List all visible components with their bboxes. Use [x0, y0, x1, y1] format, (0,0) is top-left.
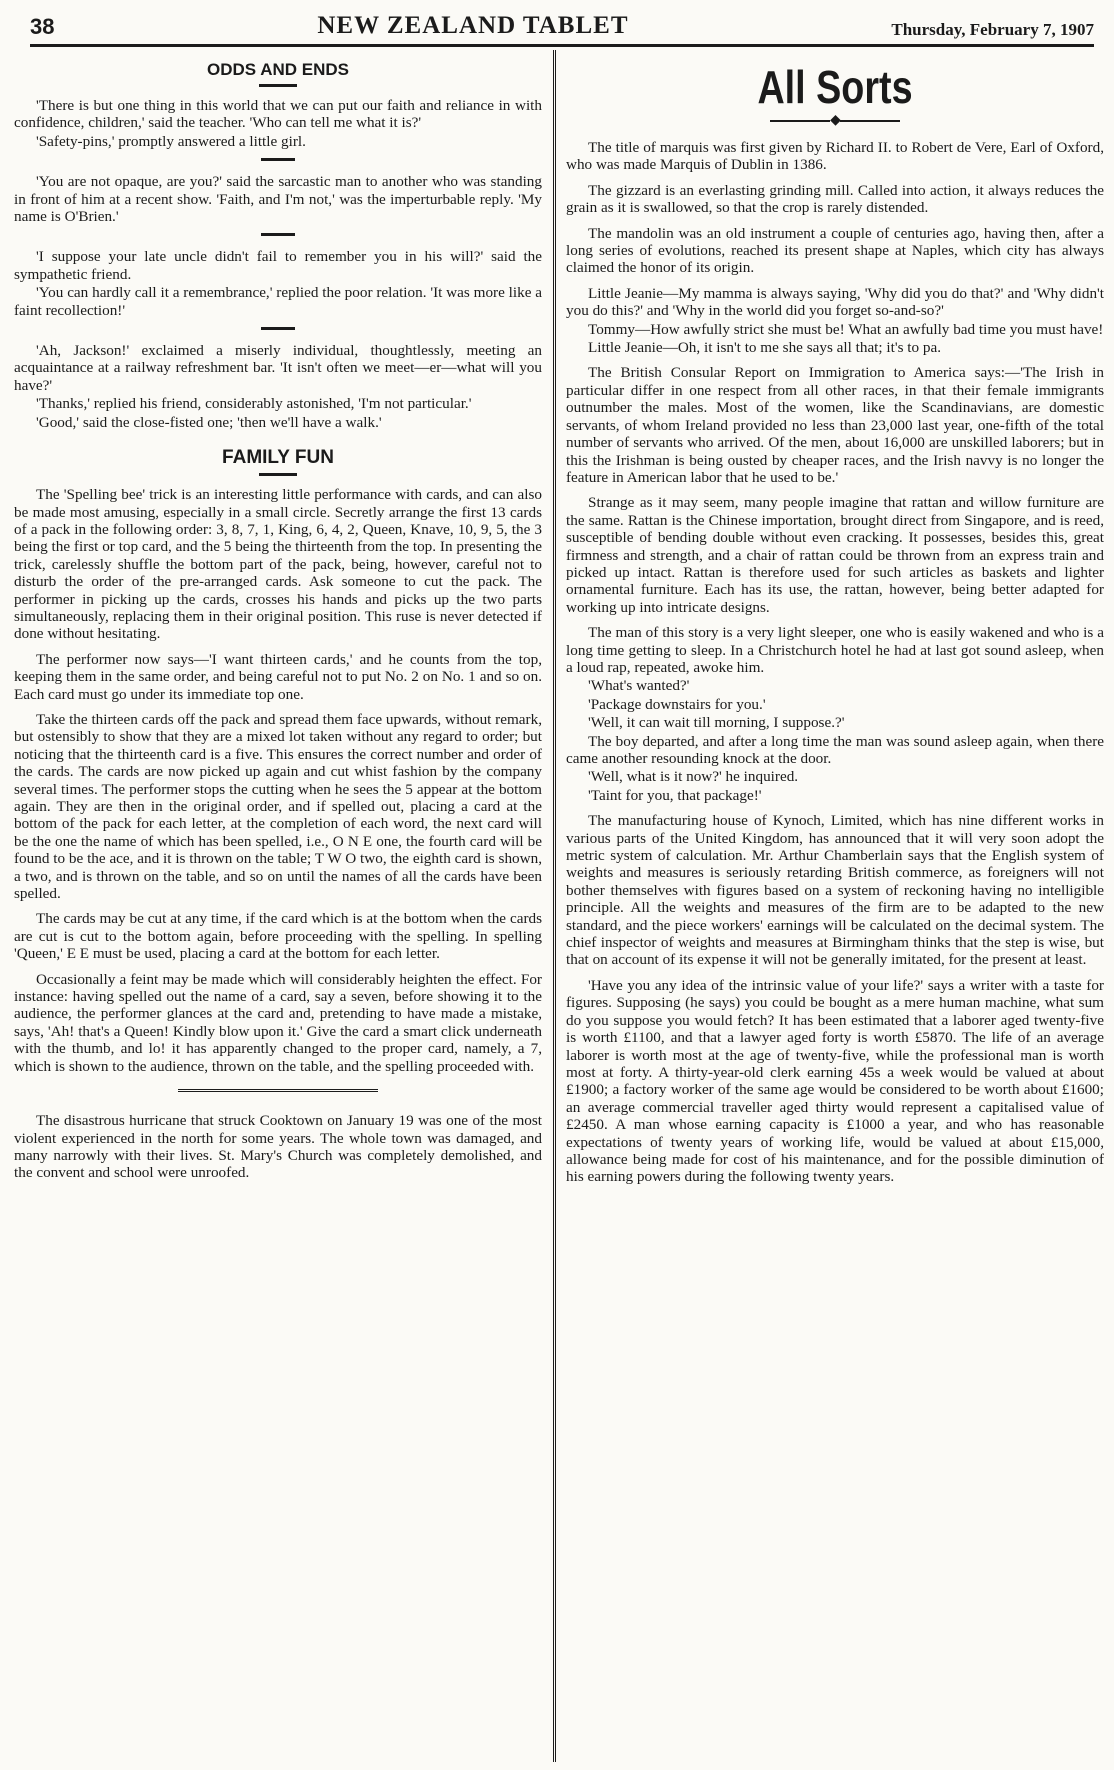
separator-rule	[261, 233, 295, 236]
paragraph: 'Have you any idea of the intrinsic value of your life?' says a writer with a taste for figures. Supposing (he says) you could be bought as a mere human machine, what sum do you suppose you would fetch? It has been estimated that a laborer aged twenty-five is worth £1100, and that a lawyer aged forty is worth £5870. The life of an average laborer is worth most at the age of twenty-five, while the professional man is worth most at forty. A thirty-year-old clerk earning 45s a week would be valued at about £1900; a factory worker of the same age would be considered to be worth about £1600; an average commercial traveller aged thirty would represent a capitalised value of £2450. A man whose earning capacity is £1000 a year, and who has reasonable expectations of twenty years of working life, would be valued at about £15,000, allowance being made for cost of his maintenance, and for the possible diminution of his earning powers during the following twenty years.	[566, 976, 1104, 1186]
paragraph: The man of this story is a very light sleeper, one who is easily wakened and who is a long time getting to sleep. In a Christchurch hotel he had at last got sound asleep, when a loud rap, repeated, awoke him.	[566, 624, 1104, 676]
paragraph: Tommy—How awfully strict she must be! What an awfully bad time you must have!	[588, 320, 1104, 338]
paragraph: 'Taint for you, that package!'	[588, 786, 762, 804]
paragraph: Take the thirteen cards off the pack and spread them face upwards, without remark, but ostensibly to show that they are a mixed lot taken without any regard to order; but noticing that the thirteenth card is a five. This ensures the correct number and order of the cards. The cards are now picked up again and cut whist fashion by the company several times. The performer stops the cutting when he sees the 5 appear at the bottom again. They are then in the original order, and if spelled out, placing a card at the bottom of the pack for each letter, at the completion of each word, the next card will be the one the name of which has been spelled, i.e., O N E one, the fourth card will be found to be the ace, and it is thrown on the table; T W O two, the eighth card is shown, a two, and is thrown on the table, and so on until the names of all the cards have been spelled.	[14, 710, 542, 903]
paragraph: 'Good,' said the close-fisted one; 'then we'll have a walk.'	[36, 413, 382, 431]
paragraph: The 'Spelling bee' trick is an interesting little performance with cards, and can also be made most amusing, especially in a small circle. Secretly arrange the first 13 cards of a pack in the following order: 3, 8, 7, 1, King, 6, 4, 2, Queen, Knave, 10, 9, 5, the 3 being the first or top card, and the 5 being the thirteenth from the top. In presenting the trick, carelessly shuffle the bottom part of the pack, being, however, careful not to disturb the order of the pre-arranged cards. Ask someone to cut the pack. The performer in picking up the cards, crosses his hands and picks up the two parts simultaneously, replacing them in their original position. This ruse is never detected if done without hesitating.	[14, 486, 542, 643]
paragraph: 'You are not opaque, are you?' said the sarcastic man to another who was standing in front of him at a recent show. 'Faith, and I'm not,' was the imperturbable reply. 'My name is O'Brien.'	[14, 173, 542, 226]
paragraph: 'There is but one thing in this world that we can put our faith and reliance in with confidence, children,' said the teacher. 'Who can tell me what it is?'	[14, 97, 542, 132]
paragraph: 'Thanks,' replied his friend, considerably astonished, 'I'm not particular.'	[36, 395, 472, 413]
joke-3	[14, 248, 542, 319]
paragraph: The boy departed, and after a long time the man was sound asleep again, when there came another resounding knock at the door.	[566, 732, 1104, 767]
section-rule	[259, 473, 297, 476]
left-column	[14, 54, 542, 1760]
page-number: 38	[30, 14, 55, 39]
right-column	[566, 54, 1104, 1760]
paragraph: The gizzard is an everlasting grinding mill. Called into action, it always reduces the grain as it is swallowed, so that the crop is rarely distended.	[566, 181, 1104, 217]
paragraph: The title of marquis was first given by Richard II. to Robert de Vere, Earl of Oxford, who was made Marquis of Dublin in 1386.	[566, 139, 1104, 174]
paragraph: 'Package downstairs for you.'	[588, 695, 766, 713]
paragraph: 'I suppose your late uncle didn't fail to remember you in his will?' said the sympathetic friend.	[14, 248, 542, 283]
joke-4	[14, 342, 542, 431]
masthead	[30, 6, 1094, 47]
odds-and-ends-heading: ODDS AND ENDS	[207, 60, 349, 79]
paragraph: Occasionally a feint may be made which will considerably heighten the effect. For instance: having spelled out the name of a card, say a seven, before showing it to the audience, the performer glances at the card and, pretending to have made a mistake, says, 'Ah! that's a Queen! Kindly blow upon it.' Give the card a smart click underneath with the thumb, and lo! it has apparently changed to the proper card, namely, a 7, which is shown to the audience, thrown on the table, and the spelling proceeded with.	[14, 970, 542, 1075]
paragraph: 'You can hardly call it a remembrance,' replied the poor relation. 'It was more like a faint recollection!'	[14, 284, 542, 319]
paragraph: The performer now says—'I want thirteen cards,' and he counts from the top, keeping them in the same order, and being careful not to put No. 2 on No. 1 and so on. Each card must go under its immediate top one.	[14, 650, 542, 703]
paragraph: The cards may be cut at any time, if the card which is at the bottom when the cards are cut is cut to the bottom again, before proceeding with the spelling. In spelling 'Queen,' E E must be used, placing a card at the bottom for each letter.	[14, 910, 542, 963]
ornament-rule: ◆	[566, 112, 1104, 129]
paragraph: The British Consular Report on Immigration to America says:—'The Irish in particular differ in one respect from all other races, in that their female immigrants outnumber the males. Most of the women, like the Scandinavians, are domestic servants, of whom Ireland provided no less than 23,000 last year, one-fifth of the total number of servants who arrived. Of the men, about 16,000 are unskilled laborers; but in this the Irishman is being ousted by cheaper races, and the Irish navvy is no longer the feature in American labor that he used to be.'	[566, 364, 1104, 486]
paragraph: The mandolin was an old instrument a couple of centuries ago, having then, after a long series of evolutions, reached its present shape at Naples, which city has always claimed the honor of its origin.	[566, 224, 1104, 277]
paragraph: The manufacturing house of Kynoch, Limited, which has nine different works in various parts of the United Kingdom, has announced that it will very soon adopt the metric system of calculation. Mr. Arthur Chamberlain says that the English system of weights and measures is seriously retarding British commerce, as foreigners will not bother themselves with figures based on a system of reckoning having no intelligible principle. All the weights and measures of the firm are to be adapted to the new standard, and the piece workers' earnings will be calculated on the decimal system. The chief inspector of weights and measures at Birmingham thinks that the step is wise, but that on account of its expense it will not be generally imitated, for the present at least.	[566, 812, 1104, 969]
all-sorts-heading: All Sorts	[757, 61, 913, 113]
paragraph: Strange as it may seem, many people imagine that rattan and willow furniture are the same. Rattan is the Chinese importation, brought direct from Singapore, and is reed, susceptible of bending double without even cracking. It possesses, besides this, great firmness and strength, and a chair of rattan could be thrown from an express train and picked up intact. Rattan is therefore used for such articles as baskets and lighter ornamental furniture. Each has its use, the rattan, however, being better adapted for working up into intricate designs.	[566, 494, 1104, 616]
section-rule	[259, 84, 297, 87]
family-fun-heading: FAMILY FUN	[222, 447, 334, 469]
hurricane-paragraph: The disastrous hurricane that struck Cooktown on January 19 was one of the most violent experienced in the north for some years. The whole town was damaged, and many narrowly with their lives. St. Mary's Church was completely demolished, and the convent and school were unroofed.	[14, 1112, 542, 1182]
paragraph: 'Safety-pins,' promptly answered a little girl.	[36, 132, 306, 150]
family-fun-article	[14, 486, 542, 1075]
joke-2	[14, 173, 542, 225]
paragraph: Little Jeanie—My mamma is always saying, 'Why did you do that?' and 'Why didn't you do this?' and 'Why in the world did you forget so-and-so?'	[566, 284, 1104, 320]
column-divider	[553, 50, 558, 1762]
joke-1	[14, 97, 542, 150]
paragraph: 'Well, what is it now?' he inquired.	[588, 768, 799, 786]
separator-rule	[261, 327, 295, 330]
issue-date: Thursday, February 7, 1907	[891, 20, 1094, 39]
paragraph: Little Jeanie—Oh, it isn't to me she says all that; it's to pa.	[588, 339, 942, 357]
paragraph: 'Ah, Jackson!' exclaimed a miserly individual, thoughtlessly, meeting an acquaintance at a railway refreshment bar. 'It isn't often we meet—er—what will you have?'	[14, 342, 542, 394]
paragraph: 'What's wanted?'	[588, 677, 690, 695]
double-rule	[178, 1089, 378, 1094]
separator-rule	[261, 158, 295, 161]
newspaper-title: NEW ZEALAND TABLET	[317, 12, 629, 39]
paragraph: 'Well, it can wait till morning, I suppose.?'	[588, 714, 845, 732]
